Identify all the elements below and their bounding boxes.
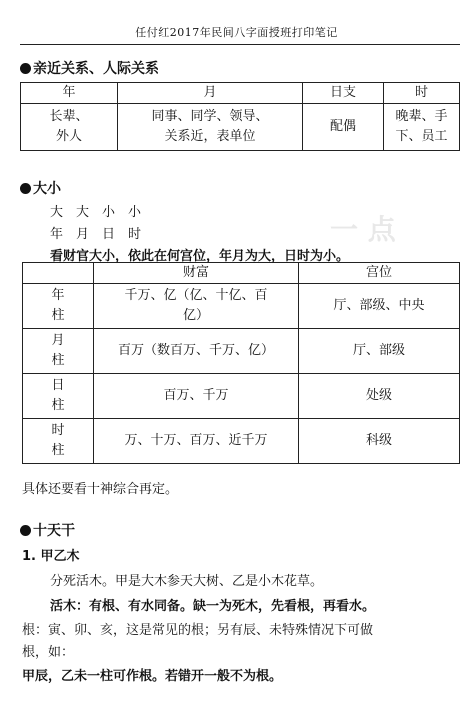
cell-pillar: 日 柱 — [23, 374, 94, 419]
col-header-wealth: 财富 — [94, 263, 299, 284]
table-header-row — [23, 263, 460, 284]
section-title-text: 十天干 — [33, 523, 75, 539]
stems-line-5: 甲辰，乙未一柱可作根。若错开一般不为根。 — [22, 669, 283, 684]
page-header: 任付红2017年民间八字面授班打印笔记 — [135, 26, 338, 39]
col-header-day: 日支 — [303, 83, 384, 104]
cell-pillar: 月 柱 — [23, 329, 94, 374]
stems-line-4: 根，如： — [22, 645, 75, 660]
cell-wealth: 百万（数百万、千万、亿） — [94, 329, 299, 374]
section-title-stems — [20, 520, 75, 540]
cell-palace: 科级 — [299, 419, 460, 464]
relations-table — [20, 82, 460, 151]
subsection-title: 1. 甲乙木 — [22, 549, 80, 564]
section-title-relations — [20, 58, 159, 78]
cell-hour: 晚辈、手 下、员工 — [384, 104, 460, 151]
stems-line-3: 根：寅、卯、亥，这是常见的根；另有辰、未特殊情况下可做 — [22, 623, 374, 638]
stems-line-1: 分死活木。甲是大木参天大树、乙是小木花草。 — [50, 574, 324, 589]
col-header-pillar — [23, 263, 94, 284]
col-header-year: 年 — [21, 83, 118, 104]
cell-palace: 处级 — [299, 374, 460, 419]
cell-pillar: 年 柱 — [23, 284, 94, 329]
watermark: 一 点 — [330, 213, 396, 246]
cell-pillar: 时 柱 — [23, 419, 94, 464]
size-note: 看财官大小，依此在何宫位，年月为大，日时为小。 — [50, 249, 350, 264]
cell-wealth: 百万、千万 — [94, 374, 299, 419]
bullet-icon — [20, 525, 31, 536]
cell-day: 配偶 — [303, 104, 384, 151]
col-header-hour: 时 — [384, 83, 460, 104]
wealth-table — [22, 262, 460, 464]
cell-wealth: 万、十万、百万、近千万 — [94, 419, 299, 464]
cell-month: 同事、同学、领导、 关系近，表单位 — [118, 104, 303, 151]
section-title-text: 亲近关系、人际关系 — [33, 61, 159, 77]
table-row — [21, 104, 460, 151]
bullet-icon — [20, 183, 31, 194]
size-line-1: 大 大 小 小 — [50, 205, 142, 220]
section-title-size — [20, 178, 61, 198]
header-divider — [20, 44, 460, 45]
table-row — [23, 329, 460, 374]
stems-line-2: 活木：有根、有水同备。缺一为死木，先看根，再看水。 — [50, 599, 376, 614]
bullet-icon — [20, 63, 31, 74]
footnote: 具体还要看十神综合再定。 — [22, 482, 179, 497]
table-header-row — [21, 83, 460, 104]
size-line-2: 年 月 日 时 — [50, 227, 142, 242]
col-header-month: 月 — [118, 83, 303, 104]
cell-year: 长辈、 外人 — [21, 104, 118, 151]
table-row — [23, 419, 460, 464]
table-row — [23, 374, 460, 419]
col-header-palace: 宫位 — [299, 263, 460, 284]
cell-palace: 厅、部级、中央 — [299, 284, 460, 329]
cell-wealth: 千万、亿（亿、十亿、百 亿） — [94, 284, 299, 329]
cell-palace: 厅、部级 — [299, 329, 460, 374]
section-title-text: 大小 — [33, 181, 61, 197]
table-row — [23, 284, 460, 329]
